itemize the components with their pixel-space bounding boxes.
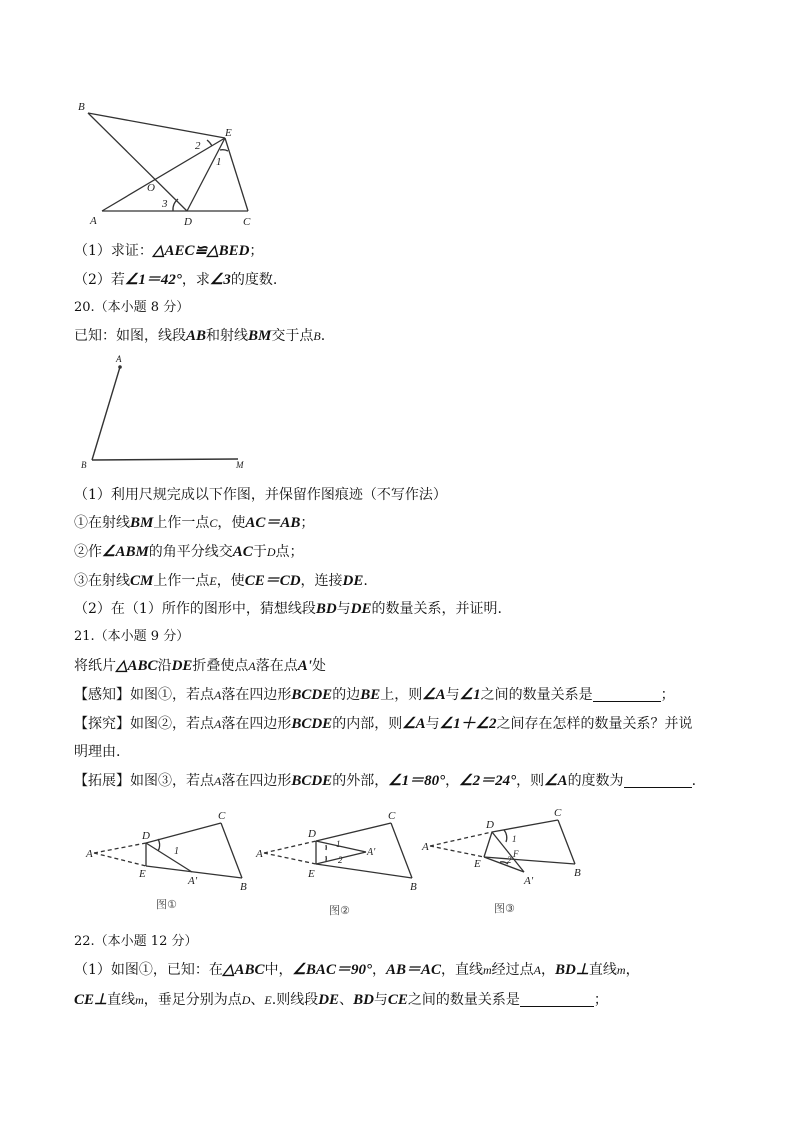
- label-2: 2: [195, 140, 201, 152]
- q20-step2: ②作∠ABM的角平分线交AC于D点；: [74, 544, 304, 560]
- label-A-prime: A': [188, 875, 198, 887]
- q21-sense: 【感知】如图①，若点A落在四边形BCDE的边BE上，则∠A与∠1之间的数量关系是 ；: [74, 687, 675, 703]
- label-D: D: [142, 830, 150, 842]
- label-A: A: [256, 848, 263, 860]
- figure-q21-1: [84, 806, 254, 921]
- q20-step1: ①在射线BM上作一点C，使AC＝AB；: [74, 515, 315, 531]
- q21-heading: 21.（本小题 9 分）: [74, 629, 190, 644]
- label-B: B: [240, 881, 247, 893]
- q21-explore: 【探究】如图②，若点A落在四边形BCDE的内部，则∠A与∠1＋∠2之间存在怎样的数量关系？并说: [74, 716, 693, 732]
- label-C: C: [243, 216, 251, 228]
- label-1: 1: [512, 834, 517, 844]
- answer-blank[interactable]: [624, 773, 692, 788]
- q20-part2: （2）在（1）所作的图形中，猜想线段BD与DE的数量关系，并证明.: [74, 601, 502, 617]
- q19-part1: （1）求证：△AEC≌△BED；: [74, 243, 264, 259]
- label-D: D: [184, 216, 192, 228]
- label-E: E: [474, 858, 481, 870]
- q19-part2: （2）若∠1＝42°，求∠3的度数.: [74, 272, 278, 288]
- q21-extend: 【拓展】如图③，若点A落在四边形BCDE的外部，∠1＝80°，∠2＝24°，则∠A的度数为 .: [74, 773, 697, 789]
- q20-given: 已知：如图，线段AB和射线BM交于点B.: [74, 328, 326, 344]
- figure-q19: [80, 98, 260, 233]
- label-A-prime: A': [524, 875, 534, 887]
- q22-line1: （1）如图①，已知：在△ABC中，∠BAC＝90°，AB＝AC，直线m经过点A，BD⊥直线m，: [74, 962, 640, 978]
- label-B: B: [78, 101, 85, 113]
- label-A: A: [86, 848, 93, 860]
- q20-step3: ③在射线CM上作一点E，使CE＝CD，连接DE.: [74, 573, 368, 589]
- label-2: 2: [338, 855, 343, 865]
- label-1: 1: [216, 156, 222, 168]
- q20-part1: （1）利用尺规完成以下作图，并保留作图痕迹（不写作法）: [74, 487, 447, 503]
- figure-caption: 图③: [494, 902, 515, 915]
- label-2: 2: [507, 855, 512, 865]
- figure-caption: 图①: [156, 898, 177, 911]
- label-B: B: [574, 867, 581, 879]
- q21-intro: 将纸片△ABC沿DE折叠使点A落在点A'处: [74, 658, 326, 674]
- label-A: A: [116, 354, 122, 364]
- label-C: C: [388, 810, 396, 822]
- q22-heading: 22.（本小题 12 分）: [74, 934, 198, 949]
- figure-q20: [78, 352, 253, 474]
- q22-line2: CE⊥直线m，垂足分别为点D、E.则线段DE、BD与CE之间的数量关系是 ；: [74, 992, 608, 1008]
- q21-explore-cont: 明理由.: [74, 744, 121, 760]
- label-E: E: [225, 127, 232, 139]
- label-A: A: [90, 215, 97, 227]
- label-D: D: [308, 828, 316, 840]
- label-M: M: [236, 460, 244, 470]
- figure-q21-2: [254, 806, 424, 921]
- label-A: A: [422, 841, 429, 853]
- label-3: 3: [162, 198, 168, 210]
- label-F: F: [513, 849, 519, 859]
- label-D: D: [486, 819, 494, 831]
- label-1: 1: [174, 846, 179, 857]
- figure-q21-3: [420, 806, 590, 921]
- label-B: B: [410, 881, 417, 893]
- q20-heading: 20.（本小题 8 分）: [74, 300, 190, 315]
- label-E: E: [139, 868, 146, 880]
- label-A-prime: A': [367, 847, 376, 858]
- label-E: E: [308, 868, 315, 880]
- label-C: C: [218, 810, 226, 822]
- label-1: 1: [336, 839, 341, 849]
- label-C: C: [554, 807, 562, 819]
- label-B: B: [81, 460, 87, 470]
- figure-caption: 图②: [329, 904, 350, 917]
- label-O: O: [147, 182, 155, 194]
- answer-blank[interactable]: [520, 992, 594, 1007]
- answer-blank[interactable]: [593, 687, 661, 702]
